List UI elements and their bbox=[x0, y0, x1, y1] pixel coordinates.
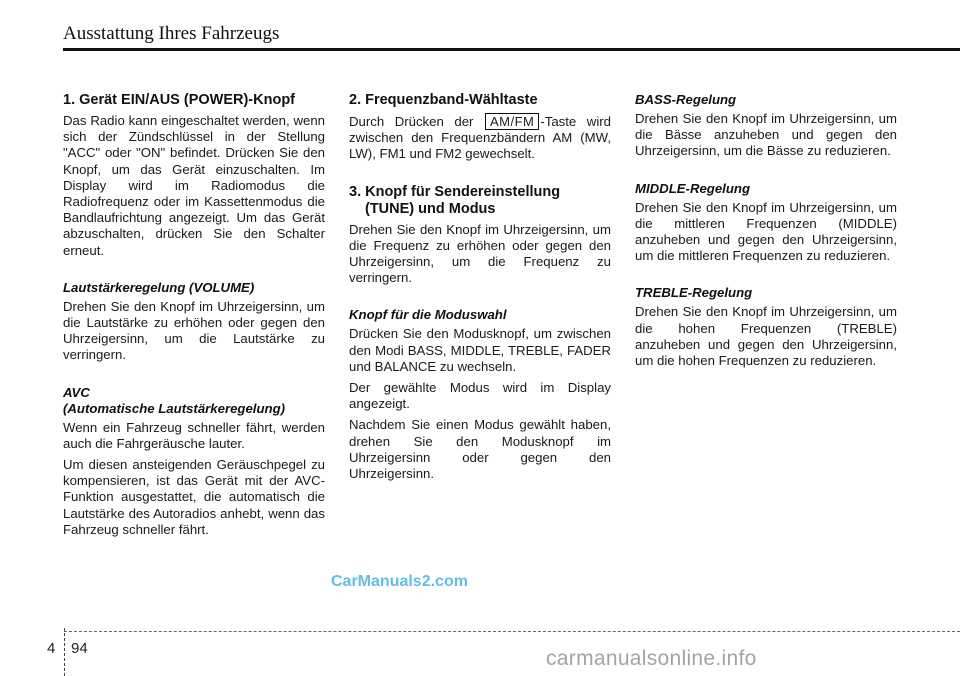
column-1 bbox=[63, 92, 325, 543]
paragraph-treble: Drehen Sie den Knopf im Uhrzeigersinn, um die hohen Frequenzen (TREBLE) anzuheben und gegen den Uhrzeigersinn, um die hohen Frequenzen zu reduzieren. bbox=[635, 304, 897, 369]
header-rule bbox=[63, 48, 960, 51]
paragraph-middle: Drehen Sie den Knopf im Uhrzeigersinn, um die mittleren Frequenzen (MIDDLE) anzuheben und gegen den Uhrzeigersinn, um die mittleren Frequenzen zu reduzieren. bbox=[635, 199, 897, 264]
page-number: 94 bbox=[71, 640, 88, 657]
heading-band-select: 2. Frequenzband-Wähltaste bbox=[349, 92, 538, 108]
paragraph-volume: Drehen Sie den Knopf im Uhrzeigersinn, um die Lautstärke zu erhöhen oder gegen den Uhrzeigersinn, um die Lautstärke zu verringern. bbox=[63, 298, 325, 363]
heading-power-knob: 1. Gerät EIN/AUS (POWER)-Knopf bbox=[63, 92, 296, 108]
heading-tune-mode: 3. Knopf für Sendereinstellung (TUNE) und Modus bbox=[349, 183, 561, 217]
band-text-pre: Durch Drücken der bbox=[349, 114, 474, 129]
paragraph-mode-3: Nachdem Sie einen Modus gewählt haben, drehen Sie den Modusknopf im Uhrzeigersinn oder gegen den Uhrzeigersinn. bbox=[349, 417, 611, 482]
heading-avc: AVC bbox=[63, 384, 90, 400]
paragraph-tune: Drehen Sie den Knopf im Uhrzeigersinn, um die Frequenz zu erhöhen oder gegen den Uhrzeigersinn, um die Frequenz zu verringern. bbox=[349, 221, 611, 286]
paragraph-bass: Drehen Sie den Knopf im Uhrzeigersinn, um die Bässe anzuheben und gegen den Uhrzeigersinn, um die Bässe zu reduzieren. bbox=[635, 111, 897, 159]
band-text-post: -Taste wird zwischen den Frequenzbändern AM (MW, LW), FM1 und FM2 gewechselt. bbox=[349, 114, 611, 162]
heading-middle: MIDDLE-Regelung bbox=[635, 180, 751, 196]
column-2 bbox=[349, 92, 611, 487]
heading-volume: Lautstärkeregelung (VOLUME) bbox=[63, 279, 255, 295]
paragraph-mode-2: Der gewählte Modus wird im Display angezeigt. bbox=[349, 380, 611, 412]
watermark-carmanuals2[interactable]: CarManuals2.com bbox=[331, 573, 468, 590]
am-fm-key-label: AM/FM bbox=[485, 113, 539, 130]
watermark-carmanualsonline[interactable]: carmanualsonline.info bbox=[546, 647, 757, 670]
heading-mode-select: Knopf für die Moduswahl bbox=[349, 307, 507, 323]
page-number-divider bbox=[64, 628, 65, 676]
page-header-title: Ausstattung Ihres Fahrzeugs bbox=[63, 23, 280, 44]
paragraph-avc-1: Wenn ein Fahrzeug schneller fährt, werden auch die Fahrgeräusche lauter. bbox=[63, 419, 325, 451]
paragraph-avc-2: Um diesen ansteigenden Geräuschpegel zu kompensieren, ist das Gerät mit der AVC-Funktion ausgestattet, die automatisch die Lautstärke des Autoradios anhebt, wenn das Fahrzeug schneller fährt. bbox=[63, 457, 325, 537]
paragraph-power: Das Radio kann eingeschaltet werden, wenn sich der Zündschlüssel in der Stellung "ACC" oder "ON" befindet. Drücken Sie den Knopf, um das Gerät einzuschalten. Im Display wird im Radiomodus die Radiofrequenz oder im Kassettenmodus die Bandlaufrichtung angezeigt. Um das Gerät abzuschalten, drücken Sie den Schalter erneut. bbox=[63, 113, 325, 258]
heading-bass: BASS-Regelung bbox=[635, 92, 737, 107]
heading-avc-sub: (Automatische Lautstärkeregelung) bbox=[63, 400, 286, 416]
paragraph-mode-1: Drücken Sie den Modusknopf, um zwischen den Modi BASS, MIDDLE, TREBLE, FADER und BALANCE zu wechseln. bbox=[349, 326, 611, 374]
paragraph-band-select bbox=[349, 113, 611, 163]
column-3 bbox=[635, 92, 897, 374]
heading-treble: TREBLE-Regelung bbox=[635, 285, 753, 301]
footer-rule bbox=[64, 631, 960, 632]
chapter-number: 4 bbox=[47, 640, 56, 657]
